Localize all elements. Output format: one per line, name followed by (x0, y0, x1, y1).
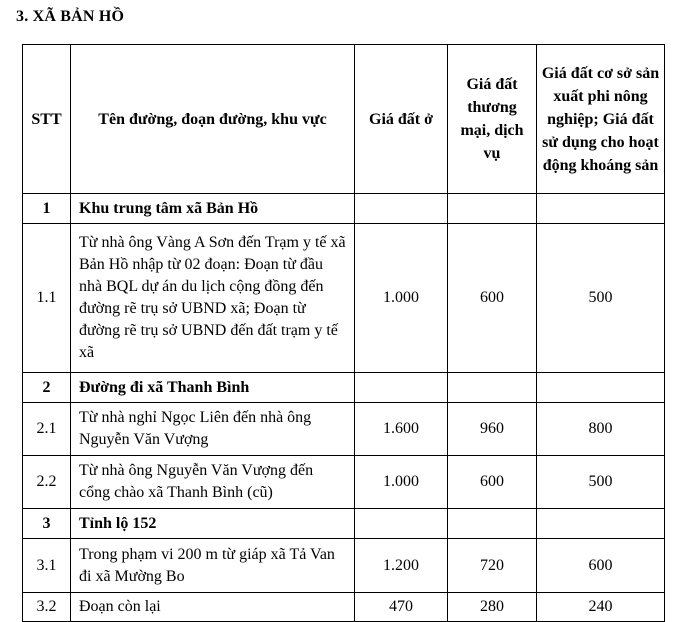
row-residential-price: 1.000 (355, 224, 448, 373)
row-name: Trong phạm vi 200 m từ giáp xã Tả Van đi xã Mường Bo (71, 539, 355, 593)
row-commercial-price: 280 (448, 593, 537, 622)
row-residential-price: 1.200 (355, 539, 448, 593)
section-title: 3. XÃ BẢN HỒ (16, 8, 125, 25)
empty-cell (537, 373, 665, 403)
group-name: Đường đi xã Thanh Bình (71, 373, 355, 403)
row-name: Từ nhà ông Nguyễn Văn Vượng đến cổng chào xã Thanh Bình (cũ) (71, 456, 355, 509)
empty-cell (355, 509, 448, 539)
row-commercial-price: 600 (448, 456, 537, 509)
table-row (23, 403, 665, 456)
row-stt: 2.1 (23, 403, 71, 456)
row-commercial-price: 720 (448, 539, 537, 593)
row-commercial-price: 600 (448, 224, 537, 373)
row-residential-price: 1.000 (355, 456, 448, 509)
row-stt: 2.2 (23, 456, 71, 509)
row-non-agricultural-price: 500 (537, 456, 665, 509)
empty-cell (448, 509, 537, 539)
table-header-row (23, 45, 665, 194)
row-stt: 3.1 (23, 539, 71, 593)
empty-cell (448, 373, 537, 403)
table-row (23, 539, 665, 593)
group-stt: 2 (23, 373, 71, 403)
empty-cell (448, 194, 537, 224)
row-non-agricultural-price: 500 (537, 224, 665, 373)
row-residential-price: 470 (355, 593, 448, 622)
row-name: Từ nhà ông Vàng A Sơn đến Trạm y tế xã Bản Hồ nhập từ 02 đoạn: Đoạn từ đầu nhà BQL dự án du lịch cộng đồng đến đường rẽ trụ sở UBND xã; Đoạn từ đường rẽ trụ sở UBND đến đất trạm y tế xã (71, 224, 355, 373)
group-name: Tỉnh lộ 152 (71, 509, 355, 539)
row-stt: 3.2 (23, 593, 71, 622)
empty-cell (355, 194, 448, 224)
header-commercial: Giá đất thương mại, dịch vụ (448, 45, 537, 194)
row-name: Đoạn còn lại (71, 593, 355, 622)
group-row (23, 373, 665, 403)
group-row (23, 194, 665, 224)
row-commercial-price: 960 (448, 403, 537, 456)
group-name: Khu trung tâm xã Bản Hồ (71, 194, 355, 224)
row-non-agricultural-price: 240 (537, 593, 665, 622)
group-row (23, 509, 665, 539)
row-stt: 1.1 (23, 224, 71, 373)
land-price-table (22, 44, 665, 622)
group-stt: 3 (23, 509, 71, 539)
header-name: Tên đường, đoạn đường, khu vực (71, 45, 355, 194)
empty-cell (355, 373, 448, 403)
table-row (23, 456, 665, 509)
header-non-agricultural: Giá đất cơ sở sản xuất phi nông nghiệp; Giá đất sử dụng cho hoạt động khoáng sản (537, 45, 665, 194)
row-name: Từ nhà nghỉ Ngọc Liên đến nhà ông Nguyễn Văn Vượng (71, 403, 355, 456)
row-non-agricultural-price: 800 (537, 403, 665, 456)
header-stt: STT (23, 45, 71, 194)
table-row (23, 593, 665, 622)
header-residential: Giá đất ở (355, 45, 448, 194)
row-residential-price: 1.600 (355, 403, 448, 456)
row-non-agricultural-price: 600 (537, 539, 665, 593)
group-stt: 1 (23, 194, 71, 224)
empty-cell (537, 194, 665, 224)
table-row (23, 224, 665, 373)
empty-cell (537, 509, 665, 539)
